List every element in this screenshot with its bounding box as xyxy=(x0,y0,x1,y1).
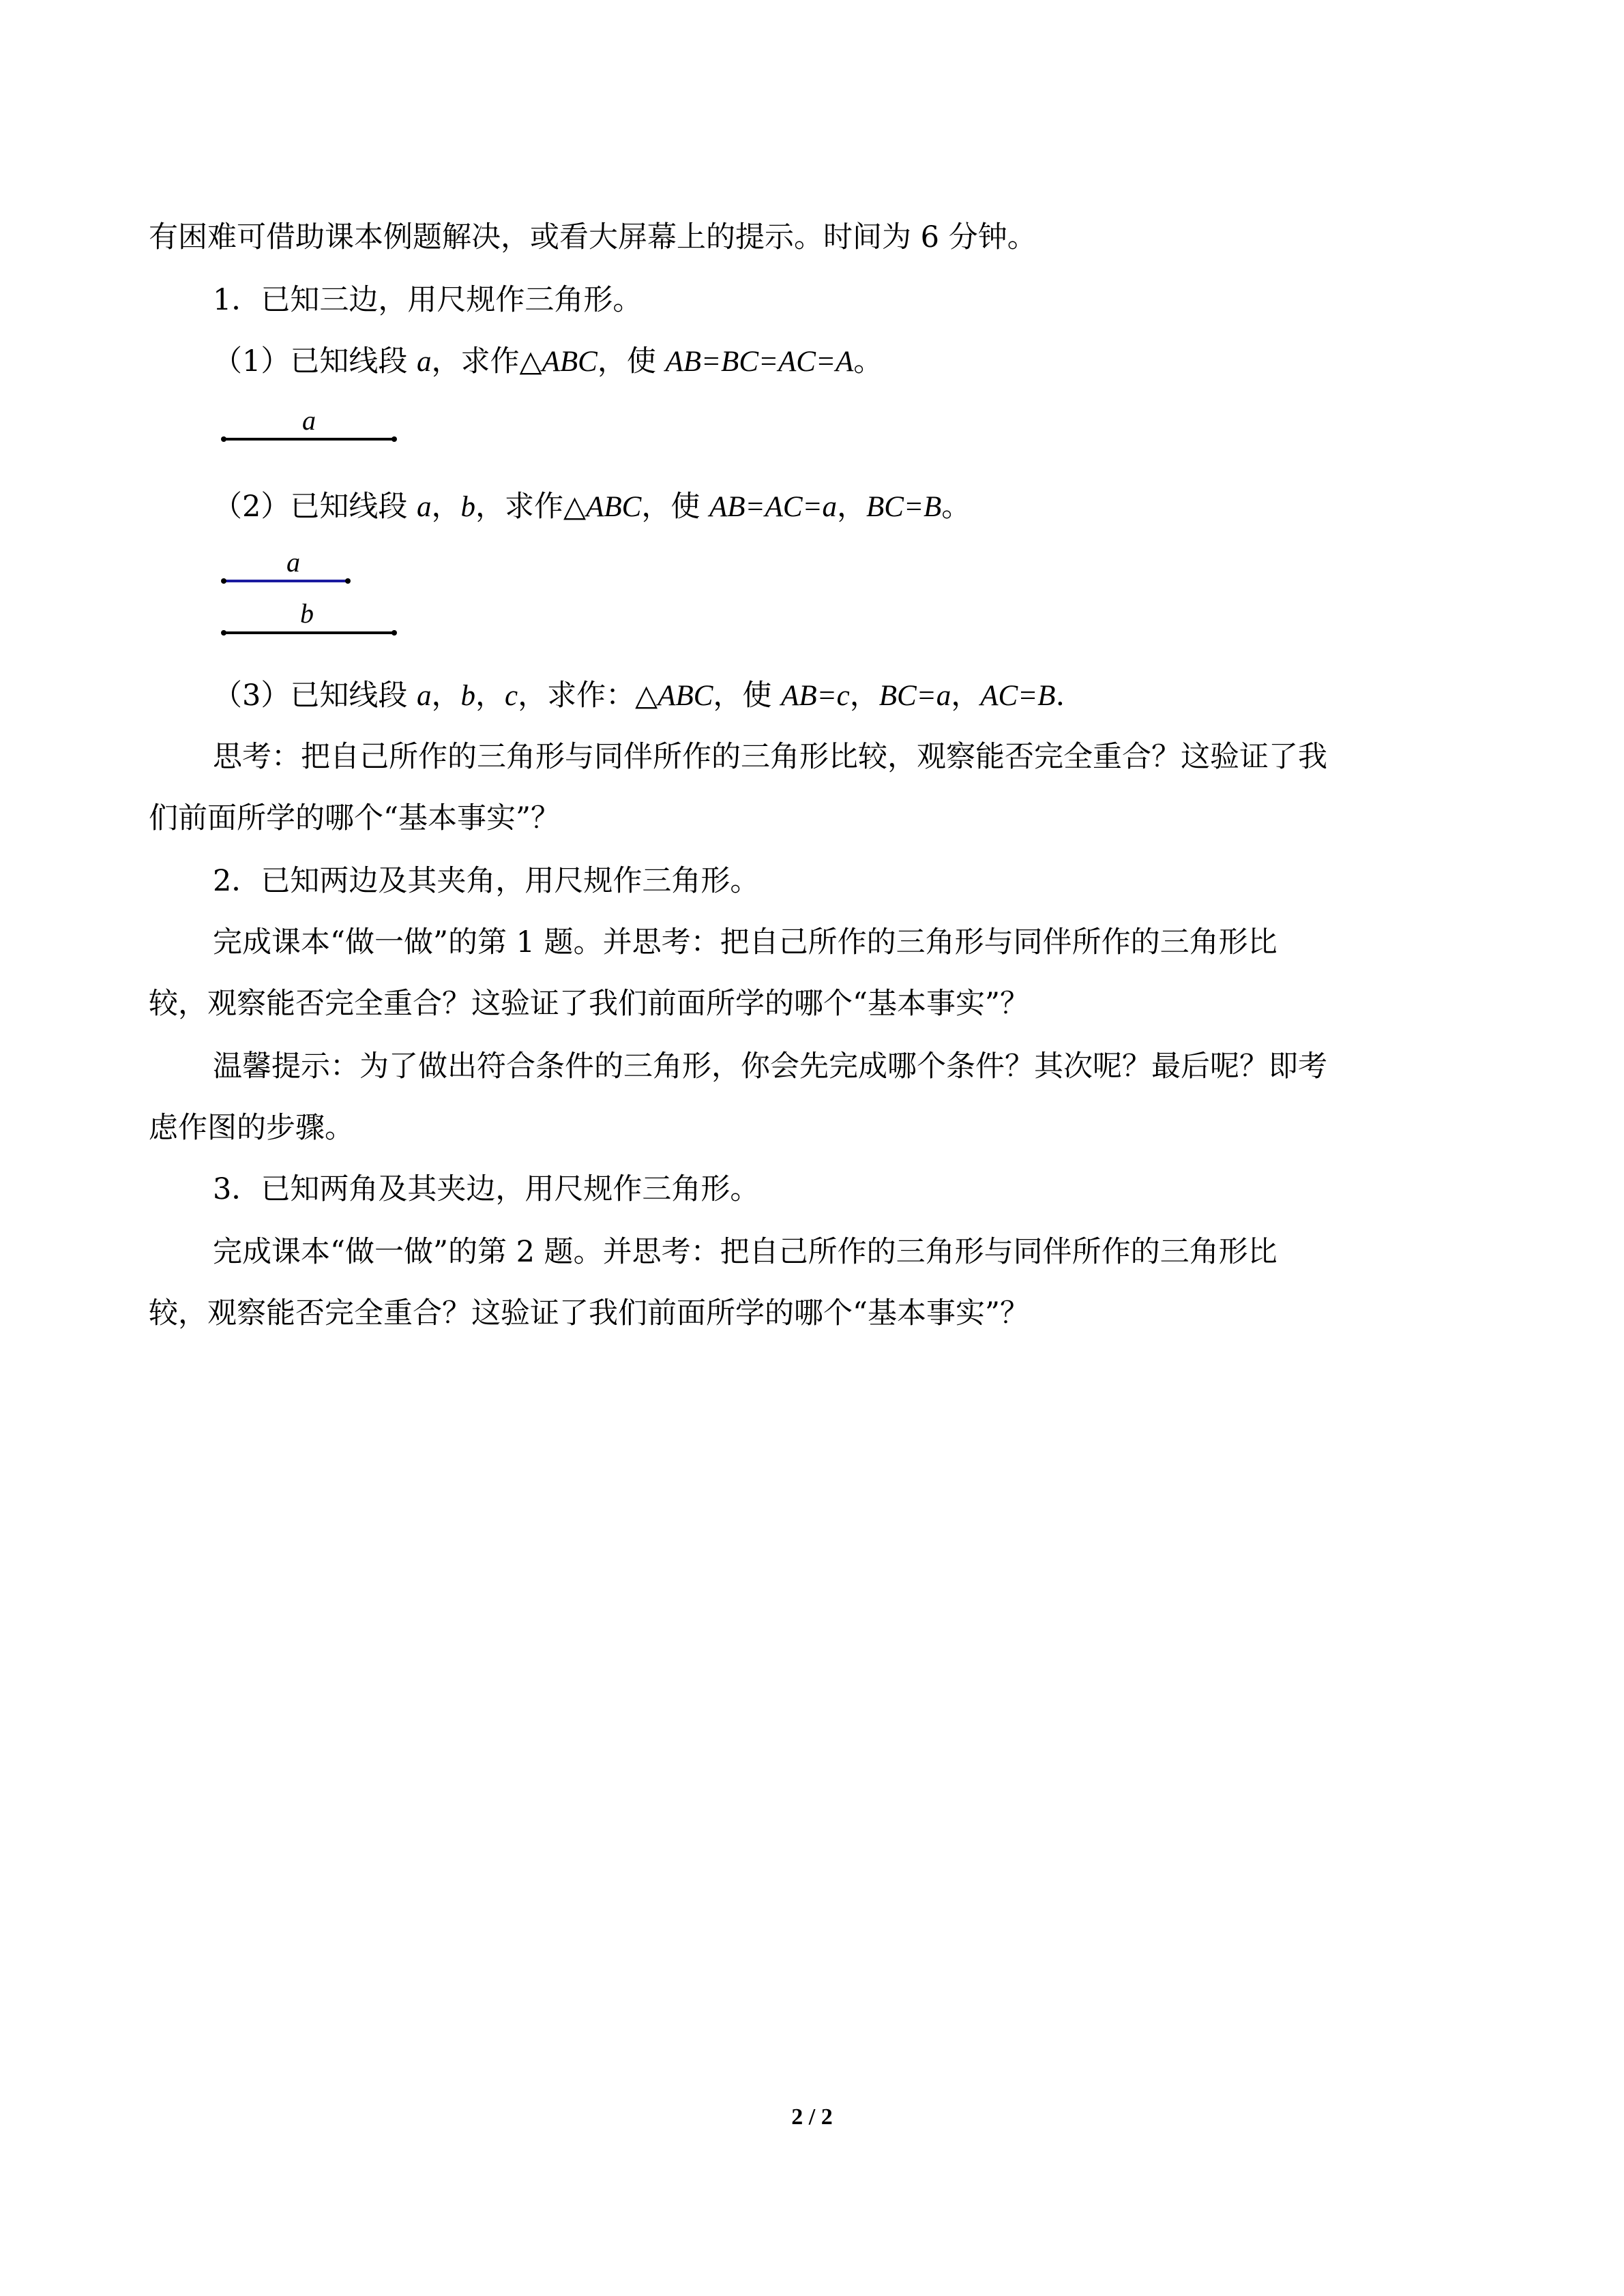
segment-b-label: b xyxy=(300,598,314,629)
sub2-condition-1: AB=AC=a xyxy=(709,491,838,523)
sub3-var-c: c xyxy=(505,680,518,712)
item1-sub2 xyxy=(213,486,971,528)
item1-think-line2: 们前面所学的哪个“基本事实”？ xyxy=(149,801,560,835)
sub3-condition-2: BC=a xyxy=(879,680,951,712)
item1-title: 1．已知三边，用尺规作三角形。 xyxy=(213,283,643,317)
sub3-var-a: a xyxy=(417,680,432,712)
segment-a-figure xyxy=(218,402,402,450)
segments-ab-figure xyxy=(218,546,402,648)
segment-a2-endpoint-right xyxy=(345,578,351,584)
segment-b-endpoint-right xyxy=(392,630,397,636)
segment-a-endpoint-right xyxy=(392,436,397,442)
sub2-condition-2: BC=B xyxy=(866,491,942,523)
sub1-text-end: 。 xyxy=(853,344,883,378)
sub2-text-a: （2）已知线段 xyxy=(213,490,417,524)
sub1-var-abc: ABC xyxy=(542,346,597,378)
sub1-var-a: a xyxy=(417,346,432,378)
sub1-text-c: ，求作△ xyxy=(431,344,542,378)
item2-tip-line2: 虑作图的步骤。 xyxy=(149,1111,354,1145)
item3-task-line2: 较，观察能否完全重合？这验证了我们前面所学的哪个“基本事实”？ xyxy=(149,1296,1029,1330)
intro-paragraph: 有困难可借助课本例题解决，或看大屏幕上的提示。时间为 6 分钟。 xyxy=(149,220,1037,254)
sub2-text-g: ，使 xyxy=(641,490,709,524)
sub1-condition: AB=BC=AC=A xyxy=(665,346,854,378)
sub2-var-b: b xyxy=(460,491,476,523)
sub3-text-end: . xyxy=(1055,679,1065,713)
sub3-text-g: ，求作：△ xyxy=(518,679,658,713)
segment-a2-endpoint-left xyxy=(221,578,226,584)
item1-think-line1: 思考：把自己所作的三角形与同伴所作的三角形比较，观察能否完全重合？这验证了我 xyxy=(213,740,1327,774)
sub1-text-e: ，使 xyxy=(597,344,666,378)
item2-title: 2．已知两边及其夹角，用尺规作三角形。 xyxy=(213,864,760,898)
item2-task-line2: 较，观察能否完全重合？这验证了我们前面所学的哪个“基本事实”？ xyxy=(149,987,1029,1021)
sub3-text-m: ， xyxy=(951,679,981,713)
sub2-text-i: ， xyxy=(837,490,867,524)
sub3-text-k: ， xyxy=(849,679,879,713)
sub2-text-e: ，求作△ xyxy=(475,490,587,524)
sub3-condition-3: AC=B xyxy=(980,680,1056,712)
page-number: 2 / 2 xyxy=(791,2104,833,2130)
item2-tip-line1: 温馨提示：为了做出符合条件的三角形，你会先完成哪个条件？其次呢？最后呢？即考 xyxy=(213,1049,1327,1084)
sub3-text-i: ，使 xyxy=(713,679,782,713)
sub3-text-e: ， xyxy=(475,679,505,713)
item1-sub3 xyxy=(213,675,1065,717)
segment-a2-label: a xyxy=(286,547,300,578)
sub3-var-b: b xyxy=(460,680,476,712)
item2-task-line1: 完成课本“做一做”的第 1 题。并思考：把自己所作的三角形与同伴所作的三角形比 xyxy=(213,925,1278,959)
sub2-var-a: a xyxy=(417,491,432,523)
item3-task-line1: 完成课本“做一做”的第 2 题。并思考：把自己所作的三角形与同伴所作的三角形比 xyxy=(213,1235,1278,1269)
sub2-var-abc: ABC xyxy=(586,491,642,523)
sub3-text-a: （3）已知线段 xyxy=(213,679,417,713)
segment-a-endpoint-left xyxy=(221,436,226,442)
sub2-text-end: 。 xyxy=(941,490,971,524)
sub3-text-c: ， xyxy=(431,679,461,713)
sub3-condition-1: AB=c xyxy=(781,680,850,712)
sub1-text-a: （1）已知线段 xyxy=(213,344,417,378)
item3-title: 3．已知两角及其夹边，用尺规作三角形。 xyxy=(213,1172,760,1206)
segment-b-endpoint-left xyxy=(221,630,226,636)
segment-a-label: a xyxy=(302,405,316,436)
sub2-text-c: ， xyxy=(431,490,461,524)
item1-sub1 xyxy=(213,341,883,383)
sub3-var-abc: ABC xyxy=(658,680,713,712)
